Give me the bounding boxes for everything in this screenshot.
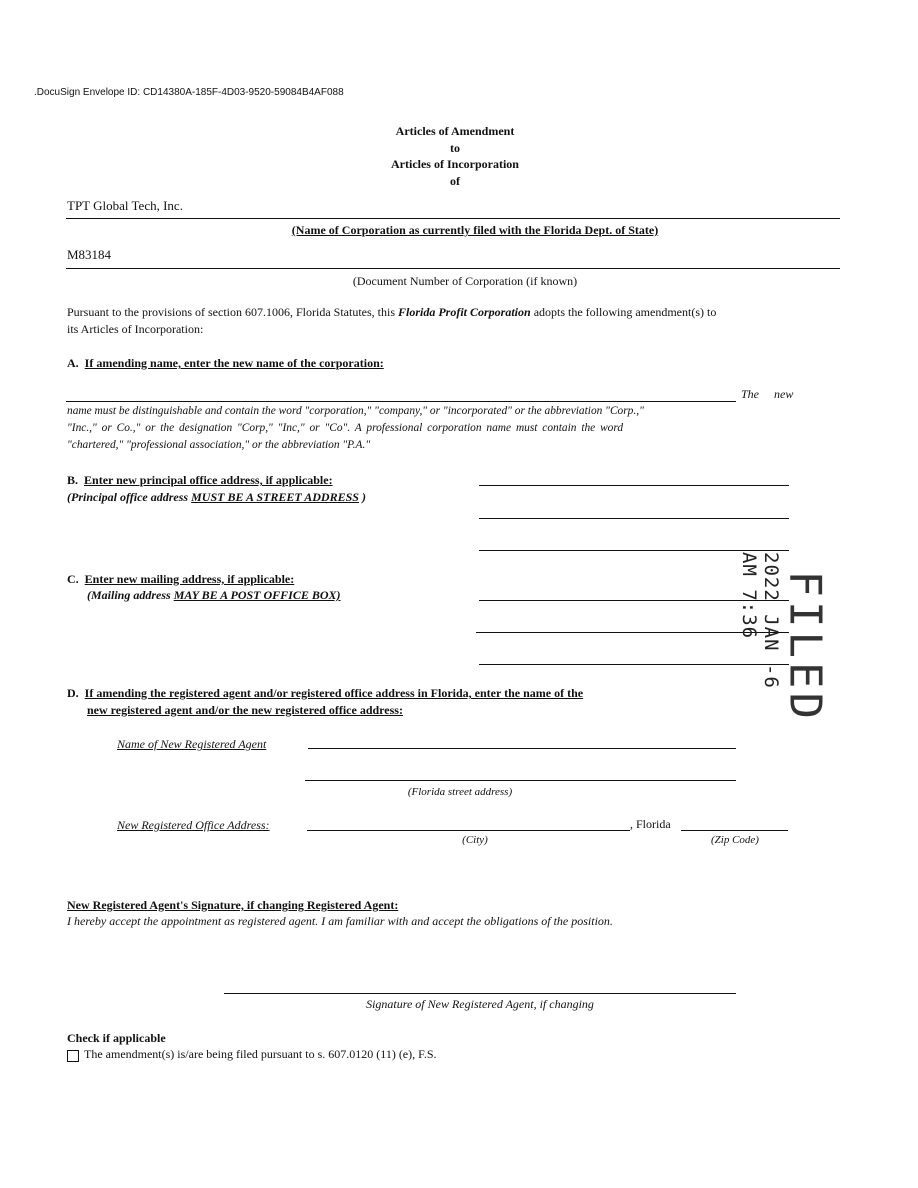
section-d-heading-2: new registered agent and/or the new registered office address:	[87, 703, 403, 717]
principal-address-line-2[interactable]	[479, 518, 789, 519]
zip-code-caption: (Zip Code)	[711, 834, 759, 846]
city-caption: (City)	[462, 834, 488, 846]
section-d-heading-1: D. If amending the registered agent and/or registered office address in Florida, enter the name of the	[67, 686, 584, 700]
check-heading: Check if applicable	[67, 1031, 166, 1045]
document-number-caption: (Document Number of Corporation (if known)	[352, 274, 578, 288]
florida-street-address-field[interactable]	[305, 780, 736, 781]
principal-address-line-1[interactable]	[479, 485, 789, 486]
new-name-field[interactable]	[66, 401, 736, 402]
office-address-label: New Registered Office Address:	[117, 818, 270, 832]
section-c-subheading: (Mailing address MAY BE A POST OFFICE BOX)	[87, 588, 341, 602]
document-number-line	[66, 268, 840, 269]
signature-heading: New Registered Agent's Signature, if changing Registered Agent:	[67, 898, 399, 912]
document-number: M83184	[67, 247, 112, 262]
florida-street-address-caption: (Florida street address)	[407, 786, 513, 798]
title-line-2: to	[450, 141, 460, 155]
agent-name-label: Name of New Registered Agent	[117, 737, 267, 751]
corporation-type: Florida Profit Corporation	[397, 305, 531, 319]
section-a-note-1: name must be distinguishable and contain the word "corporation," "company," or "incorporated" or the abbreviation "Corp.,"	[67, 405, 644, 417]
pursuant-text-line-2: its Articles of Incorporation:	[67, 322, 204, 336]
docusign-envelope-id: .DocuSign Envelope ID: CD14380A-185F-4D03-9520-59084B4AF088	[34, 87, 344, 98]
section-a-heading: A. If amending name, enter the new name of the corporation:	[67, 356, 384, 370]
signature-accept-text: I hereby accept the appointment as registered agent. I am familiar with and accept the obligations of the position.	[67, 914, 613, 928]
title-line-1: Articles of Amendment	[395, 124, 515, 138]
principal-address-line-3[interactable]	[479, 550, 789, 551]
title-line-3: Articles of Incorporation	[391, 157, 519, 171]
section-c-heading: C. Enter new mailing address, if applicable:	[67, 572, 295, 586]
signature-field[interactable]	[224, 993, 736, 994]
section-b-subheading: (Principal office address MUST BE A STREET ADDRESS )	[67, 490, 366, 504]
pursuant-text: Pursuant to the provisions of section 607.1006, Florida Statutes, this Florida Profit Corporation adopts the following amendment(s) to	[67, 305, 717, 319]
section-a-note-3: "chartered," "professional association," or the abbreviation "P.A."	[67, 439, 371, 451]
office-city-field[interactable]	[307, 830, 630, 831]
corporation-name: TPT Global Tech, Inc.	[67, 198, 183, 213]
amendment-checkbox-label: The amendment(s) is/are being filed pursuant to s. 607.0120 (11) (e), F.S.	[84, 1047, 437, 1061]
filed-date-stamp: 2022 JAN -6 AM 7:36	[738, 552, 782, 689]
the-new-text: The new	[741, 387, 794, 401]
florida-text: , Florida	[630, 817, 671, 831]
corporation-name-caption: (Name of Corporation as currently filed with the Florida Dept. of State)	[291, 223, 659, 237]
agent-name-field[interactable]	[308, 748, 736, 749]
amendment-checkbox[interactable]	[67, 1050, 79, 1062]
corporation-name-line	[66, 218, 840, 219]
zip-code-field[interactable]	[681, 830, 788, 831]
filed-stamp: FILED	[779, 570, 831, 723]
signature-caption: Signature of New Registered Agent, if changing	[366, 997, 594, 1011]
section-a-note-2: "Inc.," or Co.," or the designation "Corp," "Inc," or "Co". A professional corporation name must contain the word	[67, 422, 624, 434]
title-line-4: of	[450, 174, 460, 188]
section-b-heading: B. Enter new principal office address, if applicable:	[67, 473, 333, 487]
